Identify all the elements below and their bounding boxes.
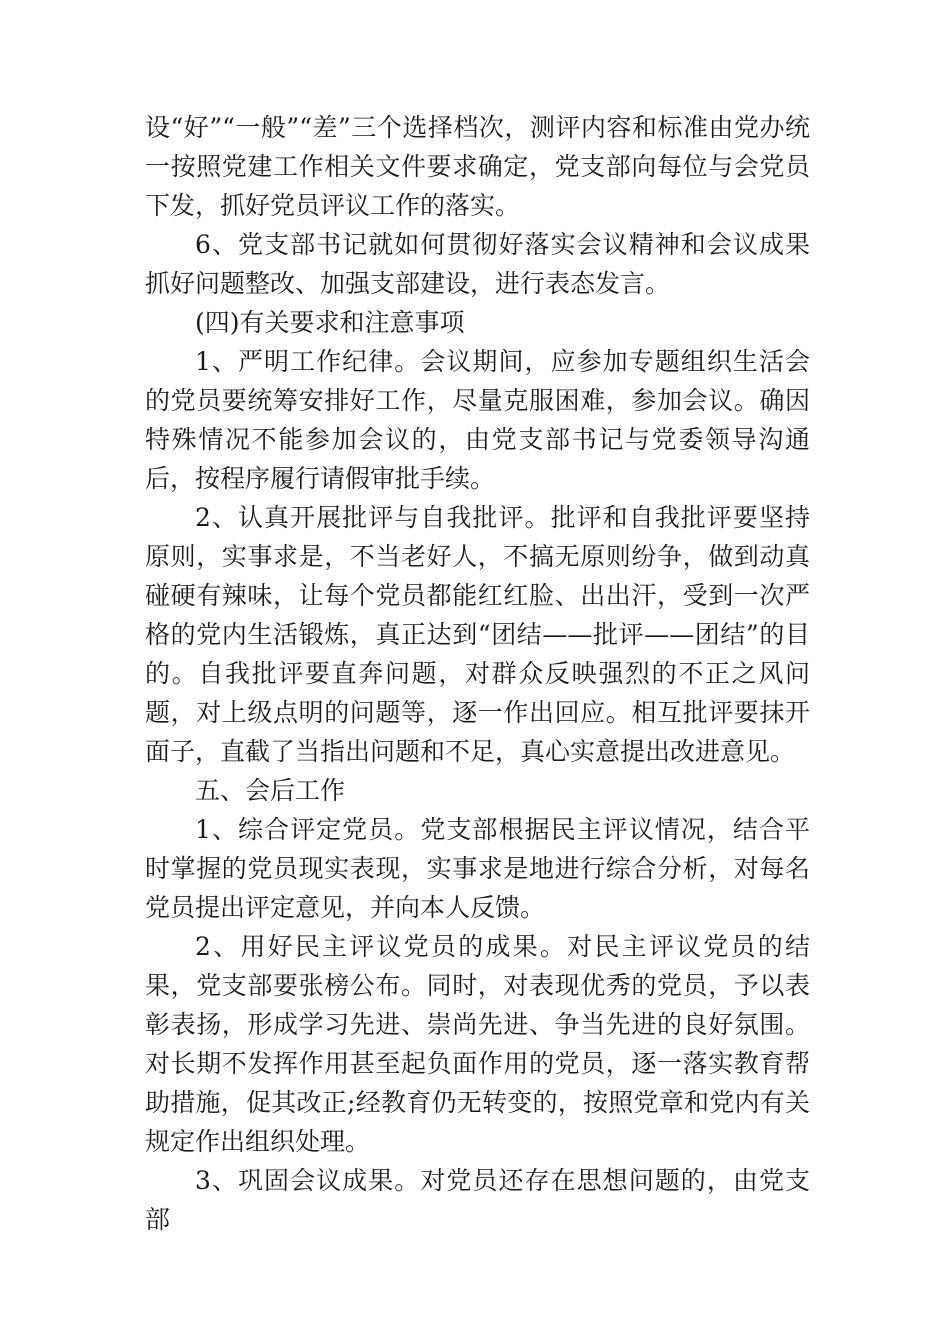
paragraph-criticism: 2、认真开展批评与自我批评。批评和自我批评要坚持原则，实事求是，不当老好人，不搞无原则纷争，做到动真碰硬有辣味，让每个党员都能红红脸、出出汗，受到一次严格的党内生活锻炼，真正达到“团结——批评——团结”的目的。自我批评要直奔问题，对群众反映强烈的不正之风问题，对上级点明的问题等，逐一作出回应。相互批评要抹开面子，直截了当指出问题和不足，真心实意提出改进意见。: [145, 503, 810, 766]
paragraph-results: 2、用好民主评议党员的成果。对民主评议党员的结果，党支部要张榜公布。同时，对表现优秀的党员，予以表彰表扬，形成学习先进、崇尚先进、争当先进的良好氛围。对长期不发挥作用甚至起负面作用的党员，逐一落实教育帮助措施，促其改正;经教育仍无转变的，按照党章和党内有关规定作出组织处理。: [145, 932, 810, 1156]
paragraph-discipline: 1、严明工作纪律。会议期间，应参加专题组织生活会的党员要统筹安排好工作，尽量克服困难，参加会议。确因特殊情况不能参加会议的，由党支部书记与党委领导沟通后，按程序履行请假审批手续。: [145, 347, 810, 493]
document-body: [145, 108, 810, 1239]
section-heading-requirements: (四)有关要求和注意事项: [195, 308, 465, 337]
paragraph-continued: 设“好”“一般”“差”三个选择档次，测评内容和标准由党办统一按照党建工作相关文件要求确定，党支部向每位与会党员下发，抓好党员评议工作的落实。: [145, 113, 810, 220]
paragraph-evaluation: 1、综合评定党员。党支部根据民主评议情况，结合平时掌握的党员现实表现，实事求是地进行综合分析，对每名党员提出评定意见，并向本人反馈。: [145, 815, 810, 922]
paragraph-consolidate: 3、巩固会议成果。对党员还存在思想问题的，由党支部: [145, 1166, 810, 1234]
section-heading-after-meeting: 五、会后工作: [195, 776, 346, 805]
paragraph-item-6: 6、党支部书记就如何贯彻好落实会议精神和会议成果抓好问题整改、加强支部建设，进行表态发言。: [145, 230, 810, 298]
